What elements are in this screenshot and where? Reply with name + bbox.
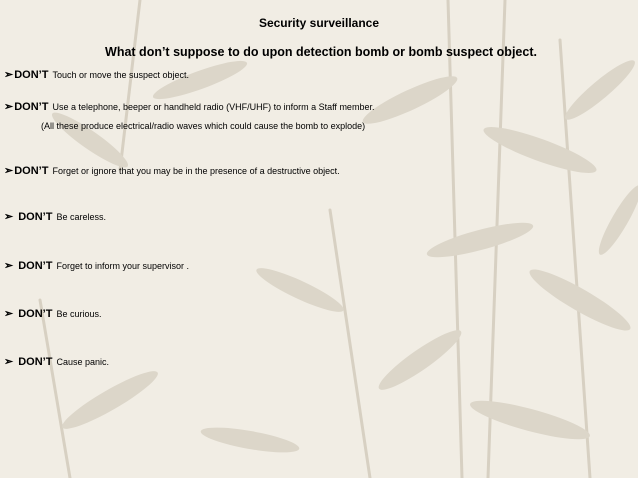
item-text: Forget or ignore that you may be in the presence of a destructive object.	[52, 166, 340, 176]
arrow-bullet-icon: ➢	[4, 356, 14, 368]
item-text: Be careless.	[56, 212, 106, 222]
item-keyword: DON’T	[18, 356, 53, 368]
list-item	[4, 164, 340, 177]
list-item	[4, 210, 106, 223]
item-text: Touch or move the suspect object.	[52, 70, 190, 80]
item-keyword: DON’T	[18, 211, 53, 223]
arrow-bullet-icon: ➢	[4, 69, 14, 81]
arrow-bullet-icon: ➢	[4, 308, 14, 320]
slide-title: Security surveillance	[258, 16, 380, 30]
slide-subtitle: What don’t suppose to do upon detection bomb or bomb suspect object.	[105, 45, 537, 59]
arrow-bullet-icon: ➢	[4, 101, 14, 113]
arrow-bullet-icon: ➢	[4, 260, 14, 272]
list-item	[4, 68, 189, 81]
item-text: Use a telephone, beeper or handheld radio (VHF/UHF) to inform a Staff member.	[52, 102, 375, 112]
list-item	[4, 259, 189, 272]
item-text: Cause panic.	[56, 357, 109, 367]
arrow-bullet-icon: ➢	[4, 165, 14, 177]
item-text: Be curious.	[56, 309, 102, 319]
arrow-bullet-icon: ➢	[4, 211, 14, 223]
item-note: (All these produce electrical/radio waves which could cause the bomb to explode)	[41, 121, 366, 131]
item-text: Forget to inform your supervisor .	[56, 261, 190, 271]
item-keyword: DON’T	[18, 308, 53, 320]
list-item	[4, 100, 374, 113]
item-keyword: DON’T	[18, 260, 53, 272]
item-keyword: DON’T	[14, 101, 49, 113]
list-item	[4, 307, 101, 320]
item-keyword: DON’T	[14, 165, 49, 177]
list-item	[4, 355, 109, 368]
item-keyword: DON’T	[14, 69, 49, 81]
